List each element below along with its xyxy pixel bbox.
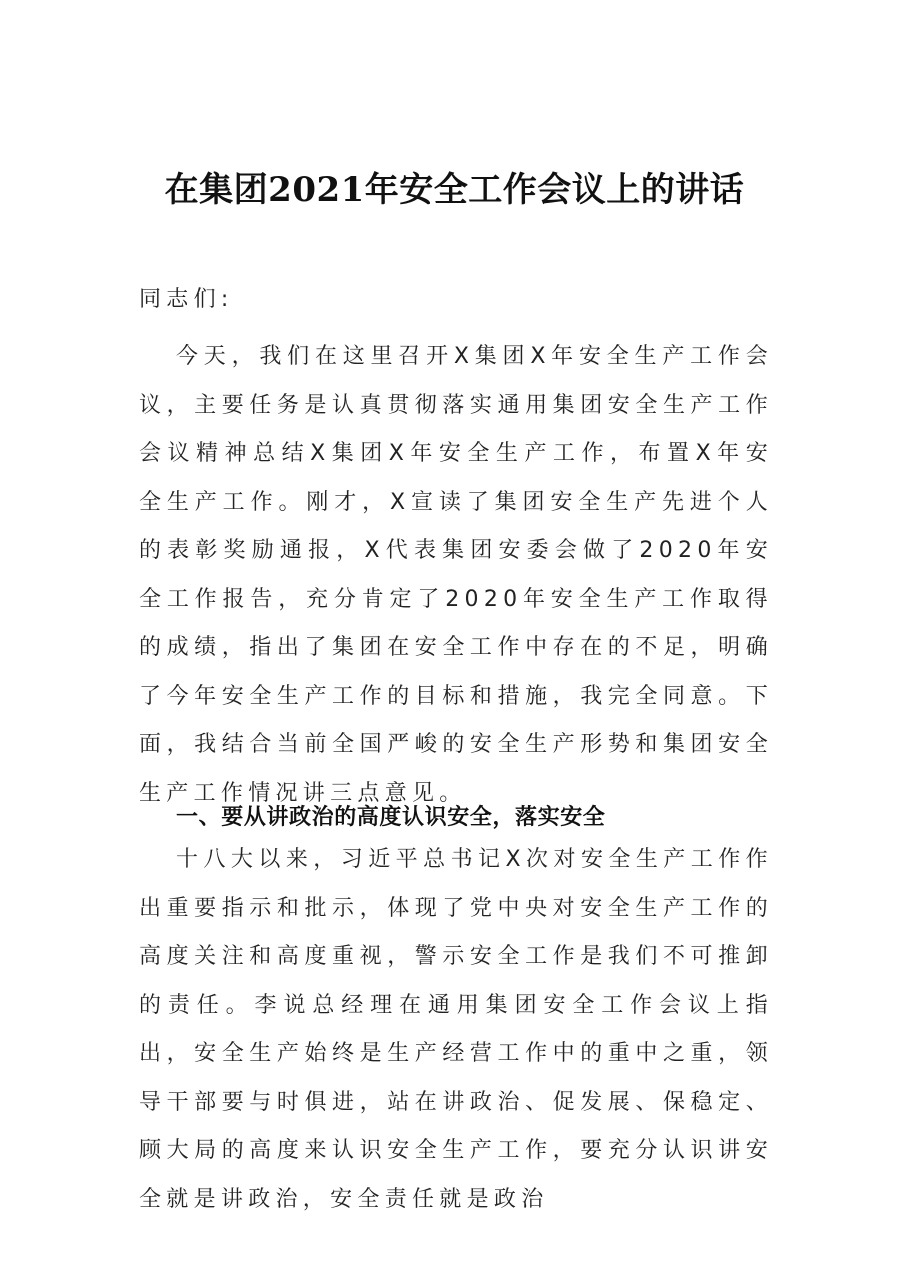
section-heading-1: 一、要从讲政治的高度认识安全，落实安全 [176, 805, 606, 831]
paragraph-intro: 今天，我们在这里召开X集团X年安全生产工作会议，主要任务是认真贯彻落实通用集团安全生产工作会议精神总结X集团X年安全生产工作，布置X年安全生产工作。刚才，X宣读了集团安全生产先进个人的表彰奖励通报，X代表集团安委会做了2020年安全工作报告，充分肯定了2020年安全生产工作取得的成绩，指出了集团在安全工作中存在的不足，明确了今年安全生产工作的目标和措施，我完全同意。下面，我结合当前全国严峻的安全生产形势和集团安全生产工作情况讲三点意见。 [139, 344, 773, 806]
salutation: 同志们: [139, 287, 234, 312]
document-title: 在集团2021年安全工作会议上的讲话 [164, 169, 745, 210]
paragraph-section-1: 十八大以来，习近平总书记X次对安全生产工作作出重要指示和批示，体现了党中央对安全生产工作的高度关注和高度重视，警示安全工作是我们不可推卸的责任。李说总经理在通用集团安全工作会议上指出，安全生产始终是生产经营工作中的重中之重，领导干部要与时俱进，站在讲政治、促发展、保稳定、顾大局的高度来认识安全生产工作，要充分认识讲安全就是讲政治，安全责任就是政治 [139, 847, 773, 1212]
